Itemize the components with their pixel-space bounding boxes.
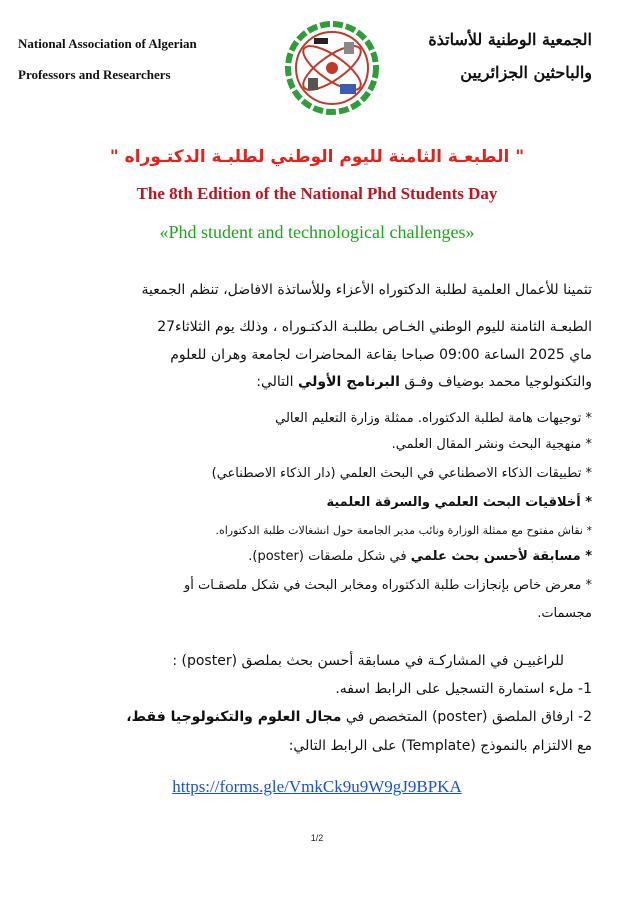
intro-line-2: الطبعـة الثامنة لليوم الوطني الخـاص بطلبـة الدكتـوراه ، وذلك يوم الثلاثاء27 [157,319,592,335]
registration-step-2-start: 2- ارفاق الملصق (poster) المتخصص في [341,709,592,725]
org-name-en-line2: Professors and Researchers [18,67,171,82]
intro-line-4-start: والتكنولوجيا محمد بوضياف وفـق [399,374,592,390]
association-logo [282,18,382,118]
title-arabic: " الطبعـة الثامنة لليوم الوطني لطلبـة الدكتـوراه " [109,147,525,167]
intro-line-1: تثمينا للأعمال العلمية لطلبة الدكتوراه الأعزاء وللأساتذة الافاضل، تنظم الجمعية [141,282,592,298]
bullet-2: * منهجية البحث ونشر المقال العلمي. [391,437,592,452]
registration-step-3: مع الالتزام بالنموذج (Template) على الرابط التالي: [288,738,592,754]
registration-intro: للراغبيـن في المشاركـة في مسابقة أحسن بحث بملصق (poster) : [172,653,564,669]
title-english: The 8th Edition of the National Phd Students Day [136,184,498,203]
bullet-3: * تطبيقات الذكاء الاصطناعي في البحث العلمي (دار الذكاء الاصطناعي) [211,466,592,481]
intro-line-4 [32,373,592,391]
competition-format: في شكل ملصقات (poster). [248,549,407,564]
program-label: البرنامج الأولي [298,374,400,390]
bullet-1: * توجيهات هامة لطلبة الدكتوراه. ممثلة وزارة التعليم العالي [275,411,592,426]
bullet-7: * معرض خاص بإنجازات طلبة الدكتوراه ومخابر البحث في شكل ملصقـات أو [184,578,592,593]
intro-line-3: ماي 2025 الساعة 09:00 صباحا بقاعة المحاضرات لجامعة وهران للعلوم [170,347,592,363]
bullet-6 [32,548,592,566]
bullet-5: * نقاش مفتوح مع ممثلة الوزارة ونائب مدير الجامعة حول انشغالات طلبة الدكتوراه. [215,524,592,537]
page-number: 1/2 [310,833,324,843]
org-name-ar-line1: الجمعية الوطنية للأساتذة [428,30,592,49]
org-name-en-line1: National Association of Algerian [18,36,197,51]
registration-field: مجال العلوم والتكنولوجيا فقط، [126,709,342,725]
event-theme: «Phd student and technological challenges» [159,222,475,242]
bullet-7-cont: مجسمات. [537,606,592,621]
competition-label: * مسابقة لأحسن بحث علمي [410,549,592,564]
intro-line-4-end: التالي: [256,374,298,390]
registration-step-1: 1- ملء استمارة التسجيل على الرابط اسفه. [335,681,592,697]
registration-step-2 [32,708,592,726]
registration-link[interactable]: https://forms.gle/VmkCk9u9W9gJ9BPKA [172,777,462,796]
bullet-4: * أخلاقيات البحث العلمي والسرقة العلمية [326,495,592,510]
org-name-ar-line2: والباحثين الجزائريين [460,63,592,82]
